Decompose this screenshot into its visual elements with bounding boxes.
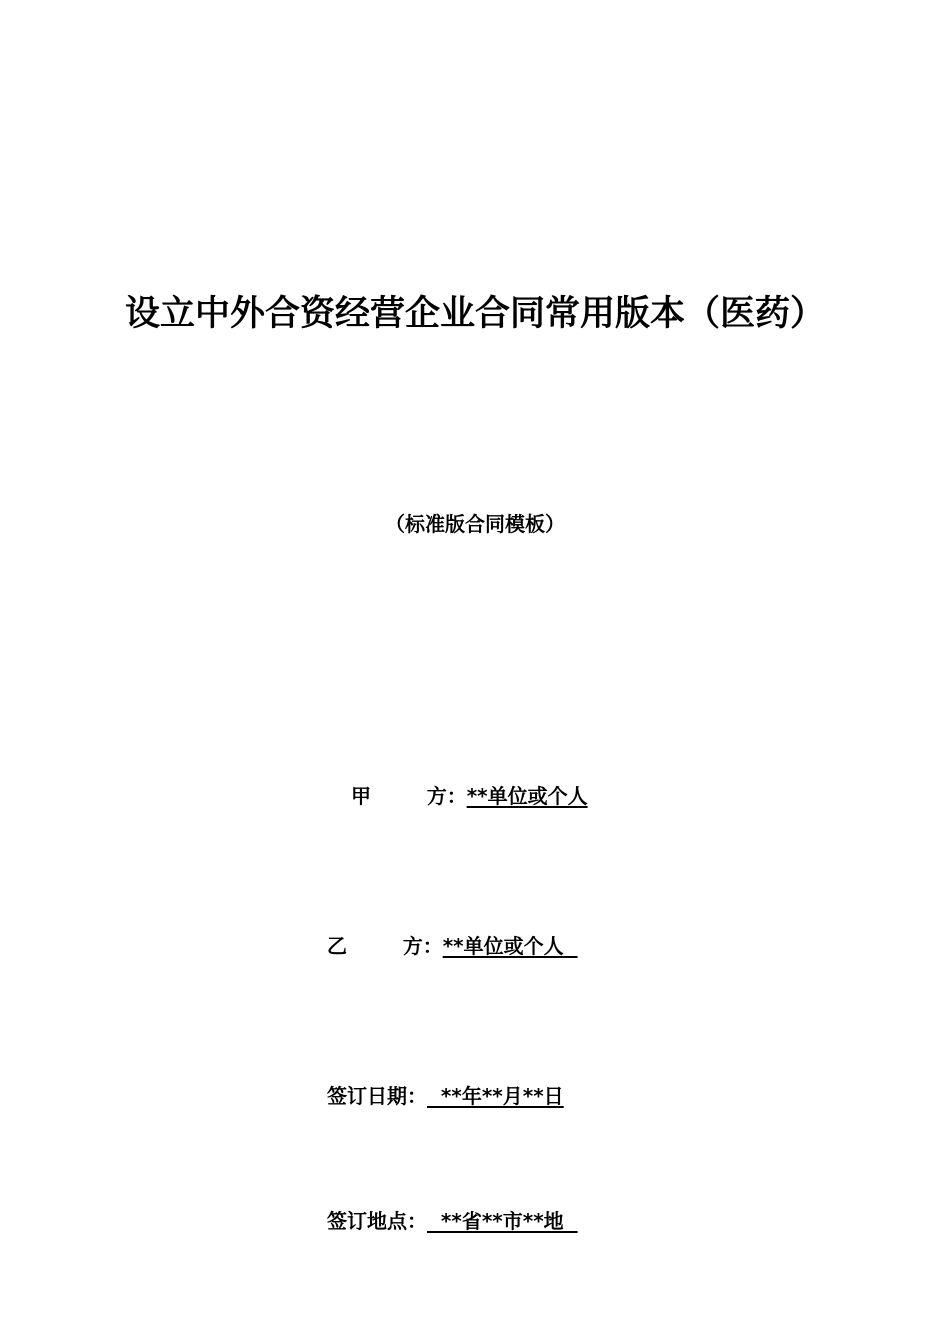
sign-place-label: 签订地点： <box>327 1209 427 1233</box>
sign-date-value: **年**月**日 <box>427 1084 564 1108</box>
document-subtitle: （标准版合同模板） <box>385 512 565 536</box>
party-b-field <box>327 932 578 960</box>
party-a-value: **单位或个人 <box>466 784 588 808</box>
party-a-field <box>351 782 588 810</box>
party-b-value: **单位或个人 <box>442 934 578 958</box>
sign-place-value: **省**市**地 <box>427 1209 578 1233</box>
sign-place-field <box>327 1207 578 1235</box>
document-title: 设立中外合资经营企业合同常用版本（医药） <box>124 293 825 334</box>
sign-date-field <box>327 1082 564 1110</box>
sign-date-label: 签订日期： <box>327 1084 427 1108</box>
party-a-label: 甲 方： <box>351 784 467 808</box>
party-b-label: 乙 方： <box>327 934 443 958</box>
